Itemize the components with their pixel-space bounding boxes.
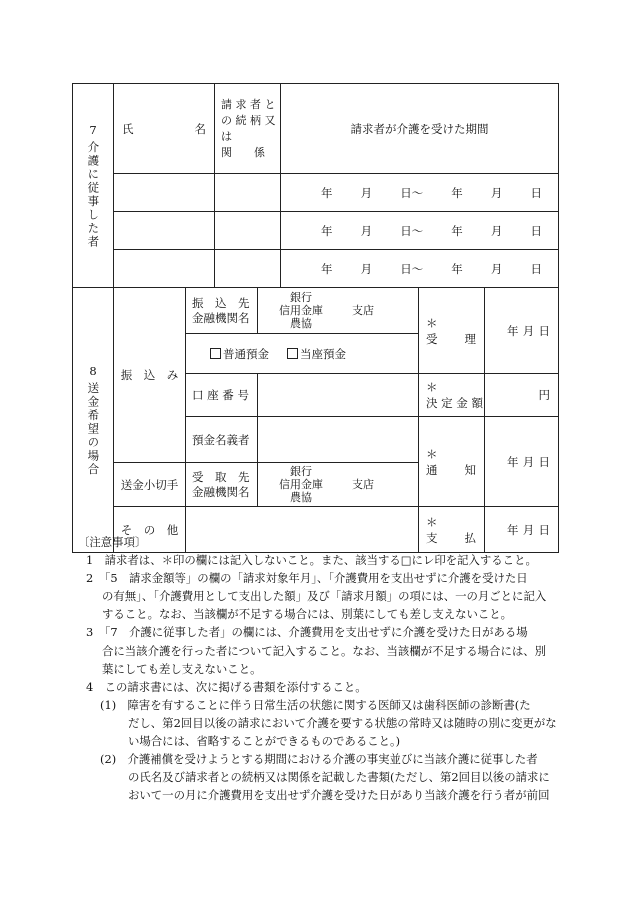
date-year-from: 年	[321, 185, 333, 200]
note-line: すること。なお、当該欄が不足する場合には、別葉にしても差し支えないこと。	[102, 607, 513, 622]
claim-form-table	[72, 83, 559, 553]
holder-label-cell	[186, 417, 258, 463]
bank-type-noukyou: 農協	[290, 317, 312, 330]
account-no-label-cell	[186, 374, 258, 417]
caregiver-name-field[interactable]	[114, 174, 215, 212]
date-month-to: 月	[490, 185, 503, 200]
holder-label: 預金名義者	[192, 432, 250, 447]
relation-label-3: 関 係	[221, 145, 265, 159]
bank-label-2: 金融機関名	[192, 310, 250, 325]
receipt-label-2: 理	[464, 331, 476, 346]
payment-day: 日	[538, 522, 550, 537]
caregiver-period-field[interactable]	[281, 212, 559, 250]
note-line: (1) 障害を有することに伴う日常生活の状態に関する医師又は歯科医師の診断書(た	[100, 697, 531, 712]
notice-star: ＊	[426, 446, 438, 461]
caregiver-row	[73, 174, 559, 212]
relation-label-1: 請 求 者 と	[221, 97, 276, 111]
receiver-label-1: 受 取 先	[192, 469, 250, 484]
period-label: 請求者が介護を受けた期間	[350, 121, 489, 136]
note-item	[80, 750, 566, 804]
receiver-bank-field[interactable]	[258, 463, 419, 507]
note-item	[80, 551, 566, 569]
payment-star: ＊	[426, 514, 438, 529]
note-line: い場合には、省略することができるものであること。)	[128, 734, 401, 749]
receiver-label-cell	[186, 463, 258, 507]
check-label: 送金小切手	[120, 477, 179, 492]
date-year-from: 年	[321, 223, 333, 238]
note-line: 2 「5 請求金額等」の欄の「請求対象年月」、「介護費用を支出せずに介護を受けた日	[86, 571, 528, 586]
caregiver-name-field[interactable]	[114, 212, 215, 250]
receipt-label-cell	[419, 288, 485, 374]
account-no-field[interactable]	[258, 374, 419, 417]
note-line: の氏名及び請求者との続柄又は関係を記載した書類(ただし、第2回目以後の請求に	[128, 770, 550, 785]
section8-number: 8	[89, 363, 97, 378]
receiver-type-noukyou: 農協	[290, 491, 312, 504]
note-line: 合に当該介護を行った者について記入すること。なお、当該欄が不足する場合には、別	[102, 643, 547, 658]
date-year-to: 年	[451, 223, 463, 238]
notice-label-cell	[419, 417, 485, 507]
note-line: (2) 介護補償を受けようとする期間における介護の事実並びに当該介護に従事した者	[100, 752, 538, 767]
note-line: だし、第2回目以後の請求において介護を要する状態の常時又は随時の別に変更がな	[128, 715, 557, 730]
payment-month: 月	[522, 522, 535, 537]
receipt-month: 月	[522, 323, 535, 338]
date-day-to: 日	[530, 185, 542, 200]
transfer-label: 振 込 み	[120, 368, 179, 382]
caregiver-row	[73, 250, 559, 288]
notes-list	[80, 551, 566, 804]
account-type-touza-label: 当座預金	[300, 346, 346, 361]
notes-section	[80, 533, 566, 804]
date-day-from: 日～	[400, 261, 424, 276]
payment-label-2: 払	[464, 530, 476, 545]
account-type-touza[interactable]	[287, 346, 346, 362]
notice-label-2: 知	[464, 462, 476, 477]
section7-title: 介護に従事した者	[86, 140, 101, 249]
other-label: そ の 他	[120, 522, 179, 537]
decision-star: ＊	[426, 380, 438, 394]
bank-label-cell	[186, 288, 258, 334]
bank-type-shinkin: 信用金庫	[279, 304, 323, 317]
note-line: 葉にしても差し支えないこと。	[102, 661, 262, 676]
checkbox-icon[interactable]	[287, 348, 298, 359]
name-label-cell	[114, 84, 215, 174]
date-month-from: 月	[360, 185, 373, 200]
date-month-to: 月	[490, 223, 503, 238]
note-line: 4 この請求書には、次に掲げる書類を添付すること。	[86, 679, 367, 694]
payment-label-1: 支	[426, 530, 438, 545]
account-type-futsu[interactable]	[210, 346, 269, 362]
receipt-date-field[interactable]	[485, 288, 559, 374]
bank-name-field[interactable]	[258, 288, 419, 334]
caregiver-period-field[interactable]	[281, 174, 559, 212]
decision-amount-field[interactable]	[485, 374, 559, 417]
notice-label-1: 通	[426, 462, 438, 477]
section8-row-1	[73, 288, 559, 334]
yen-label: 円	[538, 388, 551, 402]
caregiver-relation-field[interactable]	[215, 174, 281, 212]
relation-label-cell	[215, 84, 281, 174]
date-month-from: 月	[360, 223, 373, 238]
holder-field[interactable]	[258, 417, 419, 463]
date-month-from: 月	[360, 261, 373, 276]
receipt-label-1: 受	[426, 331, 438, 346]
date-year-to: 年	[451, 185, 463, 200]
notice-year: 年	[507, 454, 519, 469]
caregiver-relation-field[interactable]	[215, 212, 281, 250]
receiver-type-bank: 銀行	[290, 465, 312, 478]
bank-label-1: 振 込 先	[192, 295, 250, 310]
notice-date-field[interactable]	[485, 417, 559, 507]
notice-day: 日	[538, 454, 550, 469]
date-day-from: 日～	[400, 185, 424, 200]
bank-type-bank: 銀行	[290, 291, 312, 304]
note-item	[80, 696, 566, 750]
transfer-label-cell	[114, 288, 186, 463]
payment-year: 年	[507, 522, 519, 537]
section8-title-cell	[73, 288, 114, 553]
section8-title: 送金希望の場合	[86, 381, 101, 477]
account-no-label: 口 座 番 号	[192, 388, 249, 402]
note-line: の有無」、「介護費用として支出した額」及び「請求月額」の項には、一の月ごとに記入	[102, 589, 547, 604]
date-day-from: 日～	[400, 223, 424, 238]
caregiver-row	[73, 212, 559, 250]
note-item	[80, 569, 566, 623]
relation-label-2: の 続 柄 又 は	[221, 113, 276, 143]
section7-title-cell	[73, 84, 114, 288]
receiver-type-shinkin: 信用金庫	[279, 478, 323, 491]
date-day-to: 日	[530, 223, 542, 238]
account-type-futsu-label: 普通預金	[223, 346, 269, 361]
date-day-to: 日	[530, 261, 542, 276]
receiver-label-2: 金融機関名	[192, 484, 250, 499]
check-label-cell	[114, 463, 186, 507]
date-year-to: 年	[451, 261, 463, 276]
caregiver-period-field[interactable]	[281, 250, 559, 288]
section7-header-row	[73, 84, 559, 174]
receipt-day: 日	[538, 323, 550, 338]
decision-label-cell	[419, 374, 485, 417]
note-line: 3 「7 介護に従事した者」の欄には、介護費用を支出せずに介護を受けた日がある場	[86, 625, 528, 640]
notice-month: 月	[522, 454, 535, 469]
period-label-cell	[281, 84, 559, 174]
decision-label: 決 定 金 額	[426, 396, 483, 410]
note-item	[80, 623, 566, 677]
date-year-from: 年	[321, 261, 333, 276]
name-label-2: 名	[194, 121, 206, 136]
checkbox-icon[interactable]	[210, 348, 221, 359]
caregiver-name-field[interactable]	[114, 250, 215, 288]
note-line: 1 請求者は、＊印の欄には記入しないこと。また、該当する□にレ印を記入すること。	[86, 553, 537, 568]
name-label-1: 氏	[122, 121, 134, 136]
notes-heading: 〔注意事項〕	[78, 535, 147, 549]
receiver-branch-label: 支店	[352, 478, 374, 491]
note-line: おいて一の月に介護費用を支出せず介護を受けた日があり当該介護を行う者が前回	[128, 788, 550, 803]
receipt-year: 年	[507, 323, 519, 338]
caregiver-relation-field[interactable]	[215, 250, 281, 288]
note-item	[80, 678, 566, 696]
date-month-to: 月	[490, 261, 503, 276]
receipt-star: ＊	[426, 315, 438, 330]
branch-label: 支店	[352, 304, 374, 317]
account-type-field	[186, 334, 419, 374]
section7-number: 7	[89, 122, 97, 137]
